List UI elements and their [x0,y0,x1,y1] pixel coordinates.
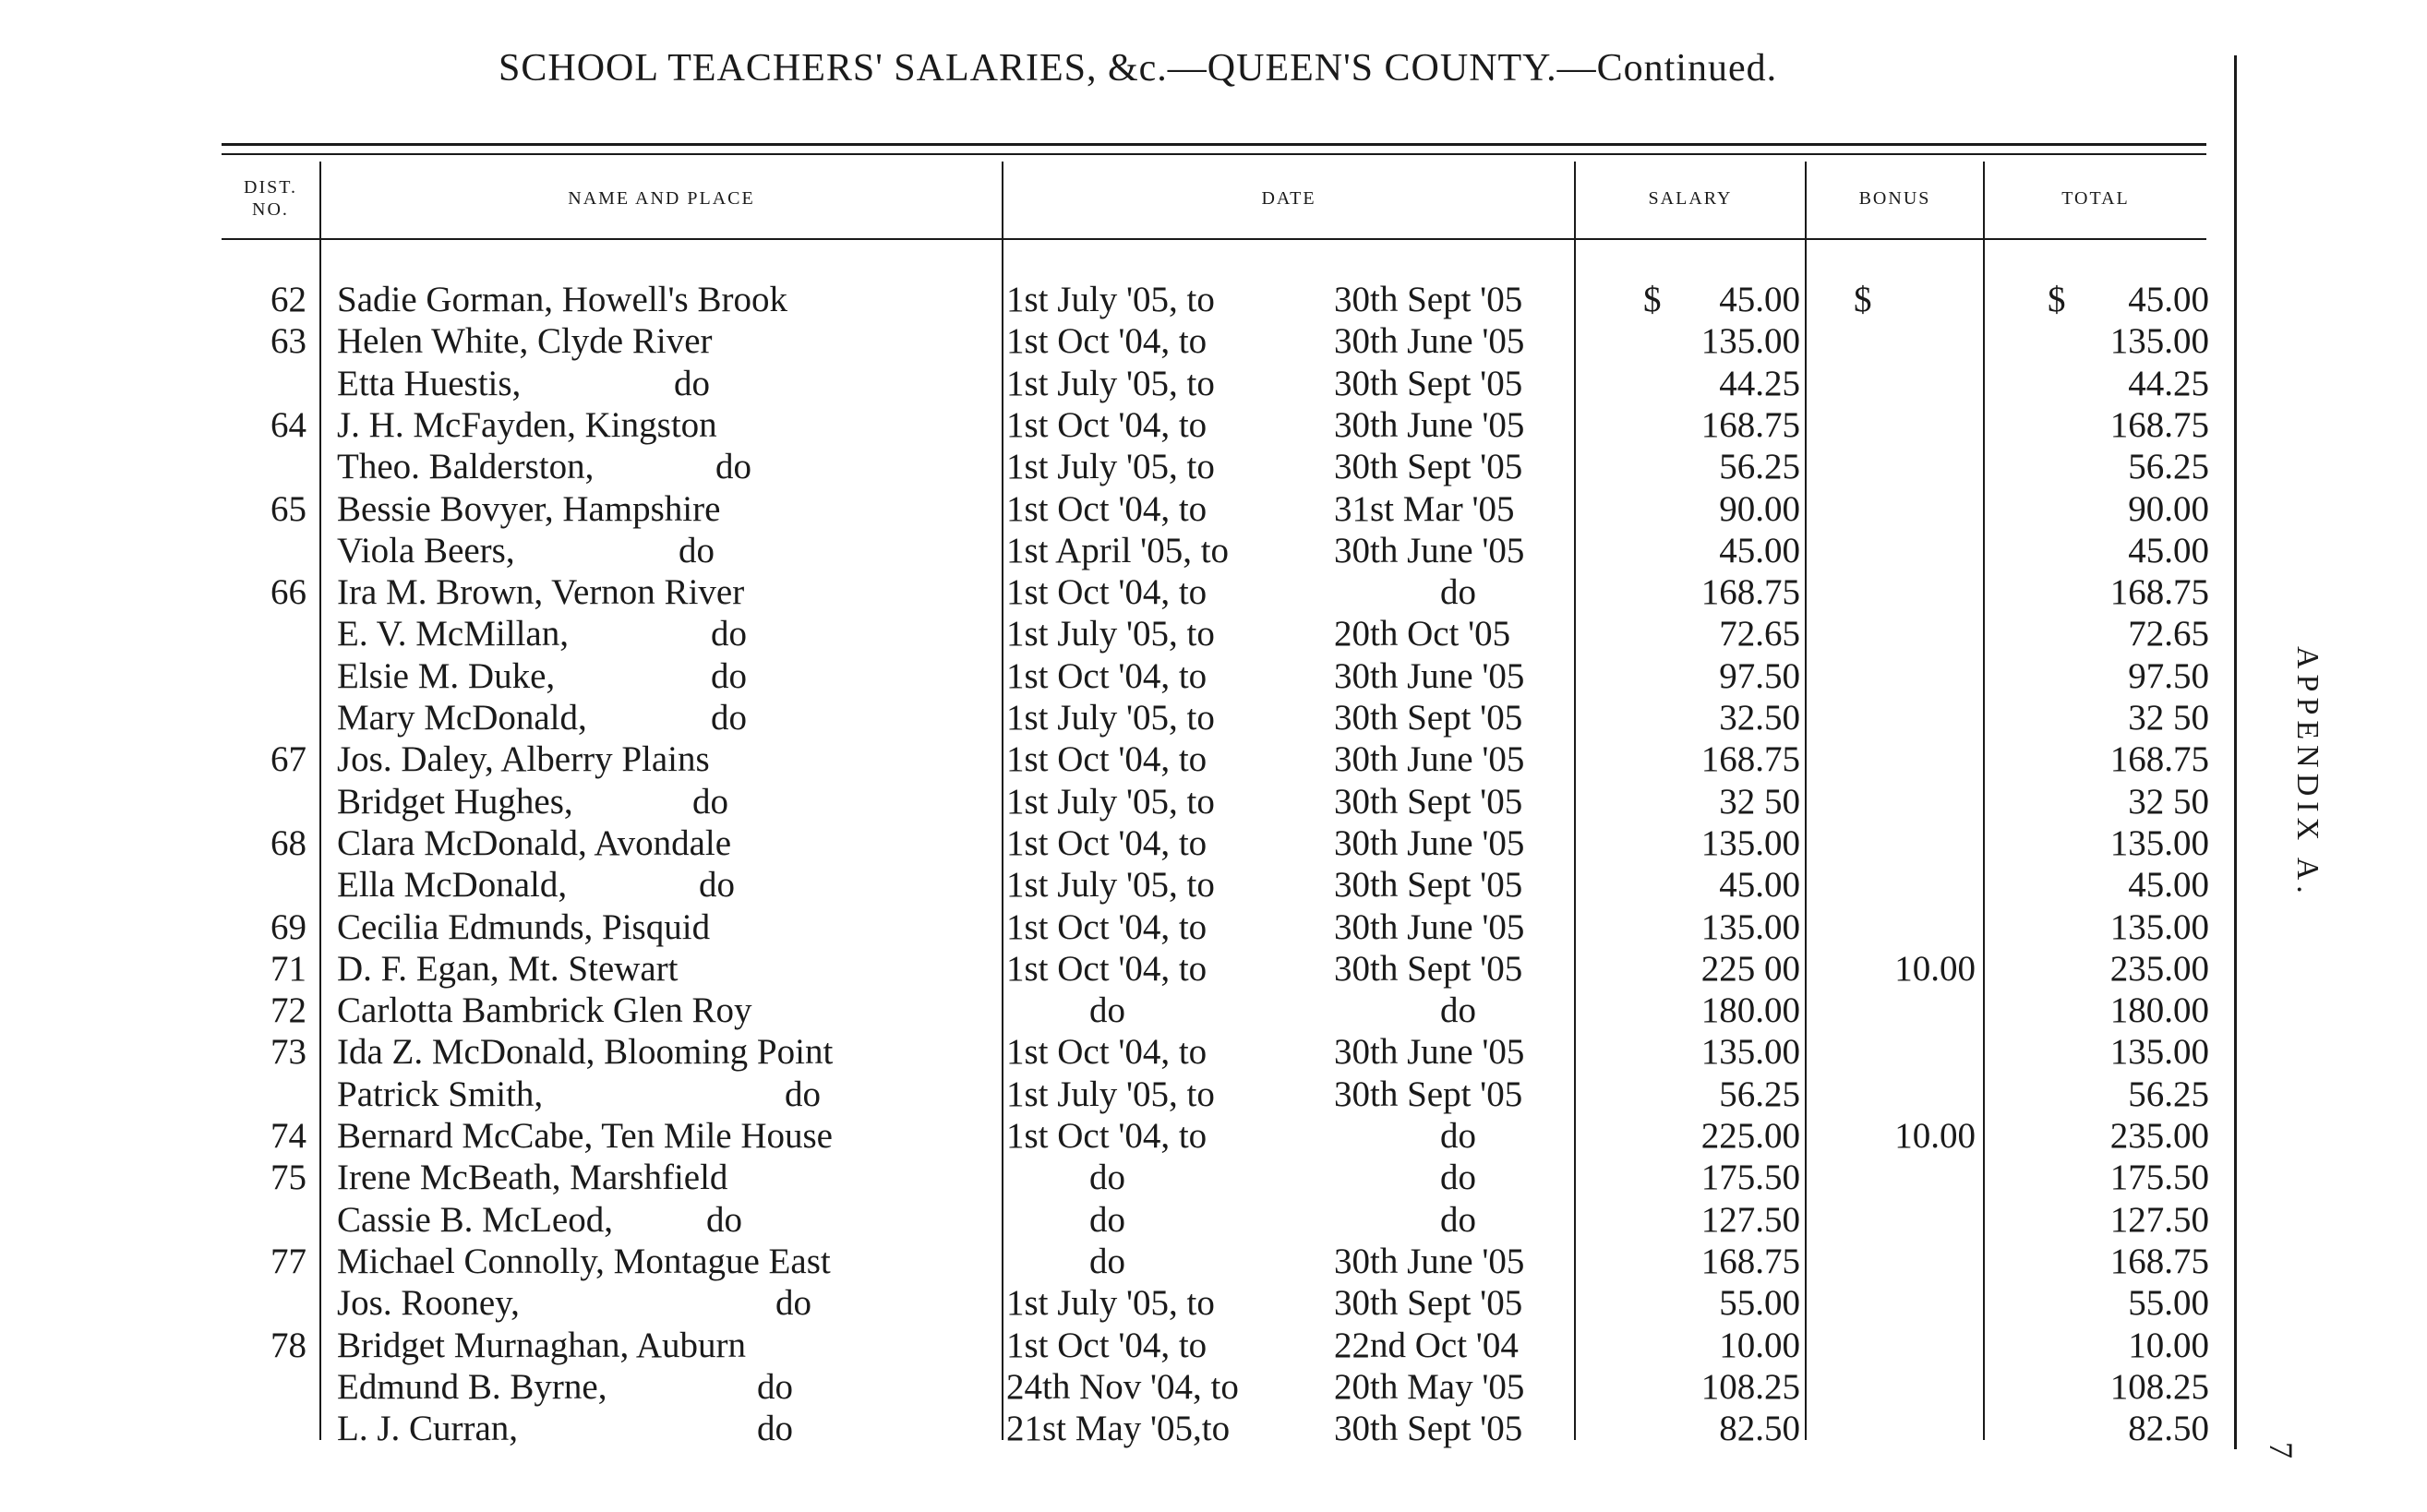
ditto-mark: do [757,1366,793,1407]
table-row [0,446,2234,487]
dist-number: 67 [270,739,306,780]
teacher-name-place: Theo. Balderston, [337,447,595,487]
total-value: 135.00 [2109,1032,2209,1073]
dist-number: 69 [270,906,306,947]
ditto-mark: do [706,1199,742,1240]
salary-value: 135.00 [1700,321,1800,362]
total-value: 127.50 [2109,1199,2209,1240]
ditto-mark: do [785,1074,821,1114]
dist-number: 66 [270,572,306,613]
teacher-name-place: Jos. Daley, Alberry Plains [337,739,710,780]
date-from: do [1089,1241,1125,1281]
ditto-mark: do [757,1409,793,1449]
page-edge-rule [2234,55,2237,1449]
date-from: 1st Oct '04, to [1006,321,1207,362]
table-row [0,320,2234,362]
total-value: 82.50 [2128,1409,2209,1449]
salary-value: 32 50 [1719,781,1800,822]
salary-value: 44.25 [1719,363,1800,403]
date-from: do [1089,990,1125,1031]
date-to: do [1440,1158,1476,1198]
salary-value: 180.00 [1700,990,1800,1031]
date-to: 30th June '05 [1334,906,1525,947]
table-row [0,1325,2234,1366]
date-to: do [1440,572,1476,613]
total-value: 32 50 [2128,698,2209,738]
teacher-name-place: Sadie Gorman, Howell's Brook [337,280,787,319]
teacher-name-place: D. F. Egan, Mt. Stewart [337,948,679,989]
total-currency: $ [2048,280,2066,319]
teacher-name-place: Bessie Bovyer, Hampshire [337,488,721,529]
ditto-mark: do [679,530,715,570]
date-to: 30th Sept '05 [1334,447,1523,487]
total-value: 135.00 [2109,822,2209,863]
header-name-place: NAME AND PLACE [568,188,755,209]
salary-value: 135.00 [1700,1032,1800,1073]
date-to: 31st Mar '05 [1334,488,1515,529]
date-from: 1st July '05, to [1006,1283,1215,1324]
date-to: 30th June '05 [1334,739,1525,780]
date-to: 30th June '05 [1334,822,1525,863]
dist-number: 77 [270,1241,306,1281]
date-from: 1st Oct '04, to [1006,1325,1207,1365]
date-from: do [1089,1199,1125,1240]
ditto-mark: do [775,1283,811,1324]
date-to: 30th Sept '05 [1334,1074,1523,1114]
table-row [0,530,2234,571]
total-value: 97.50 [2128,655,2209,696]
salary-value: 45.00 [1719,280,1800,319]
date-to: 20th May '05 [1334,1366,1525,1407]
date-to: 30th Sept '05 [1334,1283,1523,1324]
salary-value: 72.65 [1719,614,1800,654]
total-value: 55.00 [2128,1283,2209,1324]
table-row [0,1199,2234,1241]
salary-value: 225 00 [1700,948,1800,989]
teacher-name-place: Jos. Rooney, [337,1283,520,1324]
salary-value: 108.25 [1700,1366,1800,1407]
dist-number: 71 [270,948,306,989]
teacher-name-place: Mary McDonald, [337,698,587,738]
table-row [0,363,2234,404]
table-row [0,990,2234,1031]
salary-value: 90.00 [1719,488,1800,529]
teacher-name-place: Carlotta Bambrick Glen Roy [337,990,752,1031]
date-from: 1st Oct '04, to [1006,1116,1207,1156]
table-row [0,1031,2234,1073]
salary-value: 56.25 [1719,1074,1800,1114]
date-from: 1st Oct '04, to [1006,739,1207,780]
teacher-name-place: Patrick Smith, [337,1074,544,1114]
salary-value: 32.50 [1719,698,1800,738]
table-row [0,1115,2234,1157]
total-value: 32 50 [2128,781,2209,822]
table-top-rule-thin [222,153,2206,155]
table-row [0,613,2234,654]
dist-number: 65 [270,488,306,529]
salary-value: 168.75 [1700,404,1800,445]
table-row [0,906,2234,948]
teacher-name-place: E. V. McMillan, [337,614,569,654]
ditto-mark: do [692,781,728,822]
date-from: 1st Oct '04, to [1006,488,1207,529]
salary-value: 55.00 [1719,1283,1800,1324]
total-value: 90.00 [2128,488,2209,529]
total-value: 175.50 [2109,1158,2209,1198]
teacher-name-place: Bernard McCabe, Ten Mile House [337,1116,833,1156]
date-to: 30th Sept '05 [1334,948,1523,989]
date-from: 1st July '05, to [1006,280,1215,319]
table-row [0,1241,2234,1282]
ditto-mark: do [711,655,747,696]
teacher-name-place: L. J. Curran, [337,1409,519,1449]
table-row [0,948,2234,990]
table-row [0,571,2234,613]
date-to: do [1440,1199,1476,1240]
teacher-name-place: J. H. McFayden, Kingston [337,404,717,445]
date-from: 1st Oct '04, to [1006,822,1207,863]
date-from: 1st Oct '04, to [1006,655,1207,696]
date-to: 30th Sept '05 [1334,865,1523,906]
total-value: 56.25 [2128,447,2209,487]
date-to: 30th June '05 [1334,404,1525,445]
table-row [0,1074,2234,1115]
salary-value: 135.00 [1700,822,1800,863]
date-to: 30th June '05 [1334,530,1525,570]
total-value: 108.25 [2109,1366,2209,1407]
dist-number: 68 [270,822,306,863]
table-row [0,1157,2234,1198]
ditto-mark: do [711,614,747,654]
date-to: 30th Sept '05 [1334,781,1523,822]
bonus-value: 10.00 [1894,1116,1976,1156]
teacher-name-place: Clara McDonald, Avondale [337,822,732,863]
total-value: 168.75 [2109,572,2209,613]
date-to: 30th Sept '05 [1334,363,1523,403]
date-to: 22nd Oct '04 [1334,1325,1519,1365]
table-row [0,1408,2234,1449]
date-from: 1st Oct '04, to [1006,948,1207,989]
dist-number: 78 [270,1325,306,1365]
date-from: 1st Oct '04, to [1006,1032,1207,1073]
dist-number: 75 [270,1158,306,1198]
date-from: 1st April '05, to [1006,530,1230,570]
bonus-value: 10.00 [1894,948,1976,989]
date-from: 24th Nov '04, to [1006,1366,1239,1407]
table-row [0,697,2234,738]
total-value: 168.75 [2109,404,2209,445]
dist-number: 74 [270,1116,306,1156]
salary-value: 97.50 [1719,655,1800,696]
teacher-name-place: Michael Connolly, Montague East [337,1241,831,1281]
date-from: 1st July '05, to [1006,363,1215,403]
teacher-name-place: Cassie B. McLeod, [337,1199,613,1240]
salary-currency: $ [1643,280,1662,319]
date-from: do [1089,1158,1125,1198]
header-bottom-rule [222,238,2206,240]
date-to: 30th Sept '05 [1334,698,1523,738]
table-row [0,781,2234,822]
table-row [0,864,2234,906]
date-from: 1st July '05, to [1006,781,1215,822]
date-from: 1st Oct '04, to [1006,572,1207,613]
dist-number: 73 [270,1032,306,1073]
table-row [0,404,2234,446]
teacher-name-place: Bridget Murnaghan, Auburn [337,1325,747,1365]
date-to: do [1440,990,1476,1031]
page-number: 7 [2263,1442,2300,1458]
teacher-name-place: Cecilia Edmunds, Pisquid [337,906,711,947]
ditto-mark: do [711,698,747,738]
teacher-name-place: Helen White, Clyde River [337,321,713,362]
salary-value: 168.75 [1700,739,1800,780]
salary-value: 10.00 [1719,1325,1800,1365]
date-to: 30th June '05 [1334,1241,1525,1281]
teacher-name-place: Ida Z. McDonald, Blooming Point [337,1032,834,1073]
dist-number: 63 [270,321,306,362]
table-row [0,738,2234,780]
salary-value: 127.50 [1700,1199,1800,1240]
ditto-mark: do [674,363,710,403]
date-from: 21st May '05,to [1006,1409,1231,1449]
date-to: 30th Sept '05 [1334,1409,1523,1449]
table-row [0,1366,2234,1408]
date-from: 1st July '05, to [1006,698,1215,738]
total-value: 168.75 [2109,1241,2209,1281]
date-from: 1st July '05, to [1006,447,1215,487]
date-to: 30th June '05 [1334,655,1525,696]
teacher-name-place: Elsie M. Duke, [337,655,556,696]
table-row [0,279,2234,320]
date-from: 1st July '05, to [1006,614,1215,654]
total-value: 56.25 [2128,1074,2209,1114]
total-value: 135.00 [2109,906,2209,947]
salary-value: 175.50 [1700,1158,1800,1198]
table-row [0,655,2234,697]
total-value: 45.00 [2128,530,2209,570]
date-to: do [1440,1116,1476,1156]
ditto-mark: do [715,447,751,487]
dist-number: 72 [270,990,306,1031]
header-total: TOTAL [2061,188,2130,209]
teacher-name-place: Viola Beers, [337,530,515,570]
salary-value: 168.75 [1700,1241,1800,1281]
salary-value: 135.00 [1700,906,1800,947]
dist-number: 64 [270,404,306,445]
total-value: 45.00 [2128,865,2209,906]
teacher-name-place: Ella McDonald, [337,865,568,906]
date-from: 1st Oct '04, to [1006,906,1207,947]
teacher-name-place: Edmund B. Byrne, [337,1366,607,1407]
table-row [0,822,2234,864]
table-row [0,488,2234,530]
total-value: 168.75 [2109,739,2209,780]
date-to: 30th June '05 [1334,321,1525,362]
header-bonus: BONUS [1858,188,1931,209]
salary-value: 82.50 [1719,1409,1800,1449]
total-value: 72.65 [2128,614,2209,654]
page-title: SCHOOL TEACHERS' SALARIES, &c.—QUEEN'S COUNTY.—Continued. [499,47,1778,90]
header-dist-no: DIST. NO. [244,177,297,220]
appendix-label: APPENDIX A. [2290,646,2325,899]
header-salary: SALARY [1648,188,1733,209]
total-value: 45.00 [2128,280,2209,319]
teacher-name-place: Irene McBeath, Marshfield [337,1158,728,1198]
salary-value: 45.00 [1719,530,1800,570]
total-value: 235.00 [2109,948,2209,989]
teacher-name-place: Bridget Hughes, [337,781,573,822]
salary-value: 45.00 [1719,865,1800,906]
salary-value: 168.75 [1700,572,1800,613]
dist-number: 62 [270,280,306,319]
salary-value: 56.25 [1719,447,1800,487]
date-from: 1st July '05, to [1006,1074,1215,1114]
teacher-name-place: Etta Huestis, [337,363,522,403]
total-value: 235.00 [2109,1116,2209,1156]
date-to: 20th Oct '05 [1334,614,1511,654]
date-to: 30th Sept '05 [1334,280,1523,319]
total-value: 10.00 [2128,1325,2209,1365]
bonus-currency: $ [1854,280,1872,319]
teacher-name-place: Ira M. Brown, Vernon River [337,572,745,613]
date-from: 1st July '05, to [1006,865,1215,906]
salary-value: 225.00 [1700,1116,1800,1156]
header-date: DATE [1261,188,1316,209]
total-value: 180.00 [2109,990,2209,1031]
total-value: 135.00 [2109,321,2209,362]
date-to: 30th June '05 [1334,1032,1525,1073]
table-top-rule [222,143,2206,146]
ditto-mark: do [699,865,735,906]
table-row [0,1282,2234,1324]
date-from: 1st Oct '04, to [1006,404,1207,445]
total-value: 44.25 [2128,363,2209,403]
